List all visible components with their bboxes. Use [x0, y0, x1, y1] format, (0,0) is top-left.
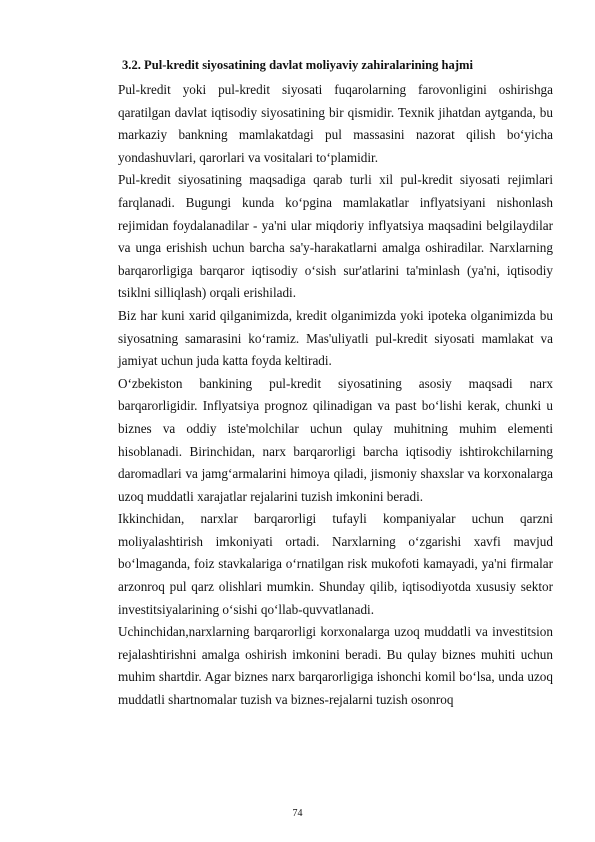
- paragraph: O‘zbekiston bankining pul-kredit siyosatining asosiy maqsadi narx barqarorligidir. Inflyatsiya prognoz qilinadigan va past bo‘lishi kerak, chunki u biznes va oddiy iste'molchilar uchun qulay muhitning muhim elementi hisoblanadi. Birinchidan, narx barqarorligi barcha iqtisodiy ishtirokchilarning daromadlari va jamg‘armalarini himoya qiladi, jismoniy shaxslar va korxonalarga uzoq muddatli xarajatlar rejalarini tuzish imkonini beradi.: [118, 375, 553, 504]
- paragraph: Pul-kredit yoki pul-kredit siyosati fuqarolarning farovonligini oshirishga qaratilgan davlat iqtisodiy siyosatining bir qismidir. Texnik jihatdan aytganda, bu markaziy bankning mamlakatdagi pul massasini nazorat qilish bo‘yicha yondashuvlari, qarorlari va vositalari to‘plamidir.: [118, 82, 553, 165]
- paragraph: Biz har kuni xarid qilganimizda, kredit olganimizda yoki ipoteka olganimizda bu siyosatning samarasini ko‘ramiz. Mas'uliyatli pul-kredit siyosati mamlakat va jamiyat uchun juda katta foyda keltiradi.: [118, 307, 553, 369]
- paragraph: Pul-kredit siyosatining maqsadiga qarab turli xil pul-kredit siyosati rejimlari farqlanadi. Bugungi kunda ko‘pgina mamlakatlar inflyatsiyani nishonlash rejimidan foydalanadilar - ya'ni ular miqdoriy inflyatsiya maqsadini belgilaydilar va unga erishish uchun barcha sa'y-harakatlarni amalga oshiradilar. Narxlarning barqarorligiga barqaror iqtisodiy o‘sish sur'atlarini ta'minlash (ya'ni, iqtisodiy tsiklni silliqlash) orqali erishiladi.: [118, 172, 553, 301]
- section-heading: 3.2. Pul-kredit siyosatining davlat moliyaviy zahiralarining hajmi: [122, 58, 474, 72]
- paragraph: Uchinchidan,narxlarning barqarorligi korxonalarga uzoq muddatli va investitsion rejalashtirishni amalga oshirish imkonini beradi. Bu qulay biznes muhiti uchun muhim shartdir. Agar biznes narx barqarorligiga ishonchi komil bo‘lsa, unda uzoq muddatli shartnomalar tuzish va biznes-rejalarni tuzish osonroq: [118, 624, 553, 708]
- page-number: 74: [292, 808, 303, 819]
- paragraph: Ikkinchidan, narxlar barqarorligi tufayli kompaniyalar uchun qarzni moliyalashtirish imkoniyati ortadi. Narxlarning o‘zgarishi xavfi mavjud bo‘lmaganda, foiz stavkalariga o‘rnatilgan risk mukofoti kamayadi, ya'ni firmalar arzonroq pul qarz olishlari mumkin. Shunday qilib, iqtisodiyotda xususiy sektor investitsiyalarining o‘sishi qo‘llab-quvvatlanadi.: [118, 511, 553, 617]
- body-text: [118, 79, 553, 712]
